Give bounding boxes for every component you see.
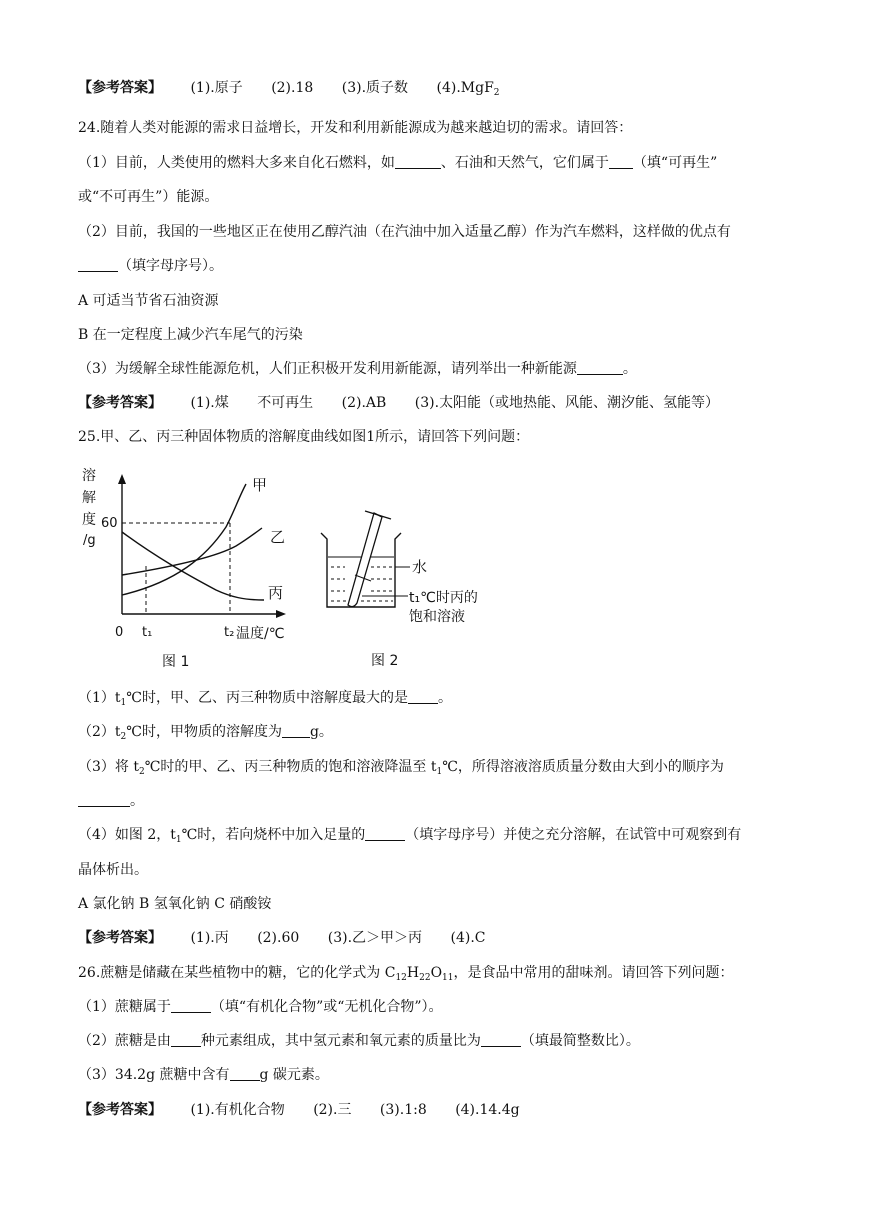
answer-1: (1).煤	[190, 395, 229, 411]
q23-answer-line	[78, 78, 500, 98]
y-axis-label-4: /g	[83, 533, 96, 548]
label-tube-2: 饱和溶液	[409, 609, 465, 625]
answer-1: (1).原子	[190, 80, 243, 96]
blank	[609, 154, 633, 169]
q24-stem: 24.随着人类对能源的需求日益增长，开发和利用新能源成为越来越迫切的需求。请回答：	[78, 120, 633, 136]
label-tube-1: t₁℃时丙的	[409, 590, 478, 606]
q25-part2: $(2)t_2℃$时，甲物质的溶解度为 g。	[78, 724, 333, 742]
blank	[171, 1032, 201, 1047]
q26-part2: （2）蔗糖是由 种元素组成，其中氢元素和氧元素的质量比为 （填最简整数比）。	[78, 1033, 640, 1049]
blank	[408, 689, 438, 704]
answer-4: (4).14.4g	[455, 1102, 520, 1118]
x-tick-t2: t₂	[224, 625, 235, 640]
blank	[282, 723, 310, 738]
answer-3: (3).乙＞甲＞丙	[327, 930, 423, 946]
q24-option-a: A 可适当节省石油资源	[78, 293, 219, 309]
q24-option-b: B 在一定程度上减少汽车尾气的污染	[78, 327, 303, 343]
blank	[481, 1032, 521, 1047]
curve-label-bing: 丙	[268, 584, 284, 602]
solubility-curve-figure	[76, 462, 296, 672]
answer-2: (2).60	[257, 930, 300, 946]
q25-options: A 氯化钠 B 氢氧化钠 C 硝酸铵	[78, 896, 272, 912]
answer-label: 【参考答案】	[78, 80, 162, 96]
beaker-figure	[315, 505, 490, 670]
x-axis-arrow	[276, 610, 286, 618]
q24-answer-line	[78, 393, 719, 413]
blank	[78, 257, 118, 272]
answer-1: (1).丙	[190, 930, 229, 946]
curve-label-jia: 甲	[252, 476, 268, 494]
origin-label: 0	[115, 625, 124, 640]
q25-stem: 25.甲、乙、丙三种固体物质的溶解度曲线如图1所示，请回答下列问题：	[78, 429, 530, 445]
q25-part4-cont: 晶体析出。	[78, 862, 148, 878]
y-tick-60: 60	[101, 516, 118, 531]
answer-2: (2).AB	[341, 395, 387, 411]
y-axis-label-3: 度	[82, 512, 96, 528]
curve-jia	[122, 484, 246, 595]
answer-label: 【参考答案】	[78, 395, 162, 411]
blank	[230, 1066, 260, 1081]
q26-stem: 26.蔗糖是储藏在某些植物中的糖，它的化学式为 $C_{12}H_{22}O_{11}$，是食品中常用的甜味剂。请回答下列问题：	[78, 965, 734, 983]
answer-1b: 不可再生	[257, 395, 314, 411]
q24-part1: （1）目前，人类使用的燃料大多来自化石燃料，如 、石油和天然气，它们属于 （填“可再生”	[78, 155, 718, 171]
q25-part4: （4）如图 2，$t_1℃$时，若向烧杯中加入足量的 （填字母序号）并使之充分溶解，在试管中可观察到有	[78, 827, 742, 845]
figure-1-caption: 图 1	[162, 654, 190, 670]
answer-4: (4).MgF$_2$	[436, 80, 500, 98]
answer-3: (3).质子数	[341, 80, 409, 96]
q25-answer-line	[78, 928, 485, 948]
q26-part3: （3）34.2g 蔗糖中含有 g 碳元素。	[78, 1067, 329, 1083]
answer-4: (4).C	[450, 930, 486, 946]
y-axis-arrow	[118, 474, 126, 484]
blank	[365, 826, 405, 841]
answer-label: 【参考答案】	[78, 1102, 162, 1118]
blank	[78, 792, 130, 807]
answer-2: (2).18	[271, 80, 314, 96]
q25-part3-cont: 。	[78, 791, 144, 811]
blank	[395, 154, 441, 169]
figure-2-caption: 图 2	[371, 653, 399, 669]
q24-part2: （2）目前，我国的一些地区正在使用乙醇汽油（在汽油中加入适量乙醇）作为汽车燃料，这样做的优点有	[78, 224, 731, 240]
q24-part2-cont: （填字母序号）。	[78, 256, 223, 276]
q24-part3: （3）为缓解全球性能源危机，人们正积极开发利用新能源，请列举出一种新能源 。	[78, 361, 637, 377]
answer-3: (3).太阳能（或地热能、风能、潮汐能、氢能等）	[414, 395, 720, 411]
answer-label: 【参考答案】	[78, 930, 162, 946]
q26-part1: （1）蔗糖属于 （填“有机化合物”或“无机化合物”）。	[78, 999, 443, 1015]
answer-2: (2).三	[313, 1102, 352, 1118]
label-water: 水	[412, 558, 428, 576]
q25-part1: $(1)t_1℃$时，甲、乙、丙三种物质中溶解度最大的是 。	[78, 690, 452, 708]
x-axis-label: 温度/℃	[236, 626, 285, 642]
x-tick-t1: t₁	[142, 625, 153, 640]
curve-yi	[122, 528, 262, 575]
y-axis-label-2: 解	[82, 490, 96, 506]
q25-part3: （3）将 $t_2℃$时的甲、乙、丙三种物质的饱和溶液降温至 $t_1℃$，所得溶液溶质质量分数由大到小的顺序为	[78, 759, 724, 777]
q26-answer-line	[78, 1100, 520, 1120]
y-axis-label-1: 溶	[82, 468, 96, 484]
curve-label-yi: 乙	[270, 528, 286, 546]
test-tube	[348, 513, 382, 607]
answer-1: (1).有机化合物	[190, 1102, 285, 1118]
blank	[577, 360, 623, 375]
blank	[171, 998, 211, 1013]
answer-3: (3).1:8	[379, 1102, 427, 1118]
q24-part1-cont: 或“不可再生”）能源。	[78, 189, 219, 205]
